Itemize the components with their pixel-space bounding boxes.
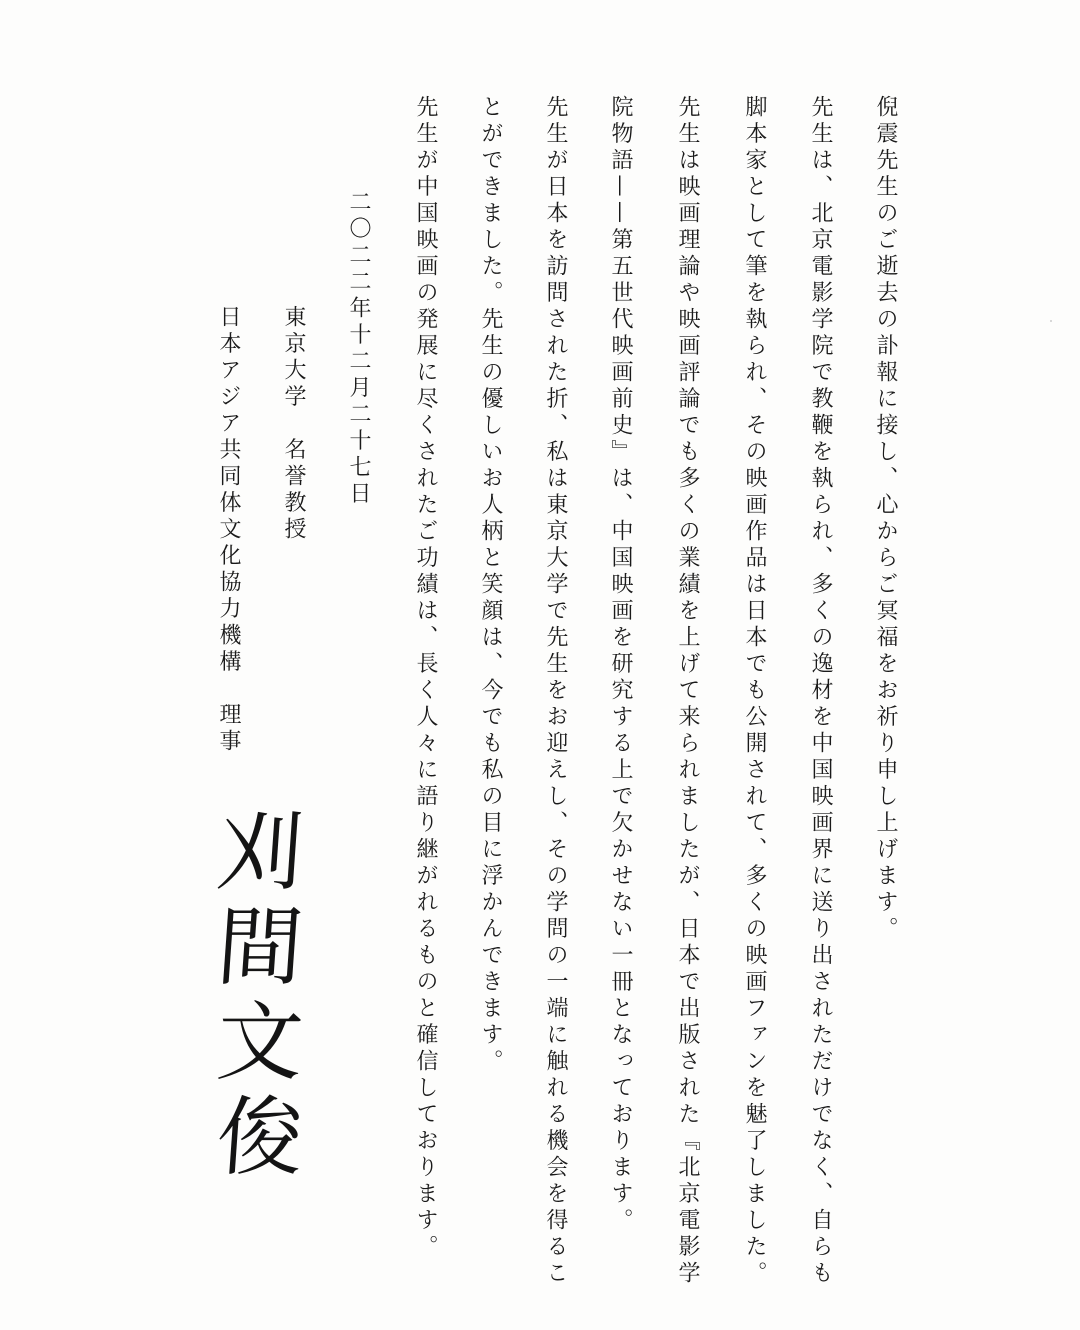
signature-char-4: 俊 — [213, 1088, 307, 1188]
handwritten-signature — [205, 805, 325, 1205]
letter-line-3: 脚本家として筆を執られ、その映画作品は日本でも公開されて、多くの映画ファンを魅了しました。 — [742, 95, 767, 1288]
signature-char-3: 文 — [213, 993, 307, 1093]
letter-line-6: 先生が日本を訪問された折、私は東京大学で先生をお迎えし、その学問の一端に触れる機会を得るこ — [543, 95, 568, 1288]
letter-line-4: 先生は映画理論や映画評論でも多くの業績を上げて来られましたが、日本で出版された『北京電影学 — [675, 95, 700, 1288]
signature-char-1: 刈 — [213, 803, 307, 903]
scan-speck — [1050, 320, 1052, 322]
letter-line-1: 倪震先生のご逝去の訃報に接し、心からご冥福をお祈り申し上げます。 — [873, 95, 898, 943]
author-affiliation-university: 東京大学 名誉教授 — [281, 305, 306, 544]
letter-line-5: 院物語——第五世代映画前史』は、中国映画を研究する上で欠かせない一冊となっております。 — [608, 95, 633, 1235]
letter-line-2: 先生は、北京電影学院で教鞭を執られ、多くの逸材を中国映画界に送り出されただけでなく、自らも — [808, 95, 833, 1288]
letter-line-8: 先生が中国映画の発展に尽くされたご功績は、長く人々に語り継がれるものと確信しております。 — [413, 95, 438, 1261]
author-affiliation-organization: 日本アジア共同体文化協力機構 理事 — [216, 305, 241, 756]
letter-date: 二〇二二年十二月二十七日 — [346, 190, 371, 508]
letter-line-7: とができました。先生の優しいお人柄と笑顔は、今でも私の目に浮かんできます。 — [478, 95, 503, 1076]
signature-char-2: 間 — [213, 898, 307, 998]
